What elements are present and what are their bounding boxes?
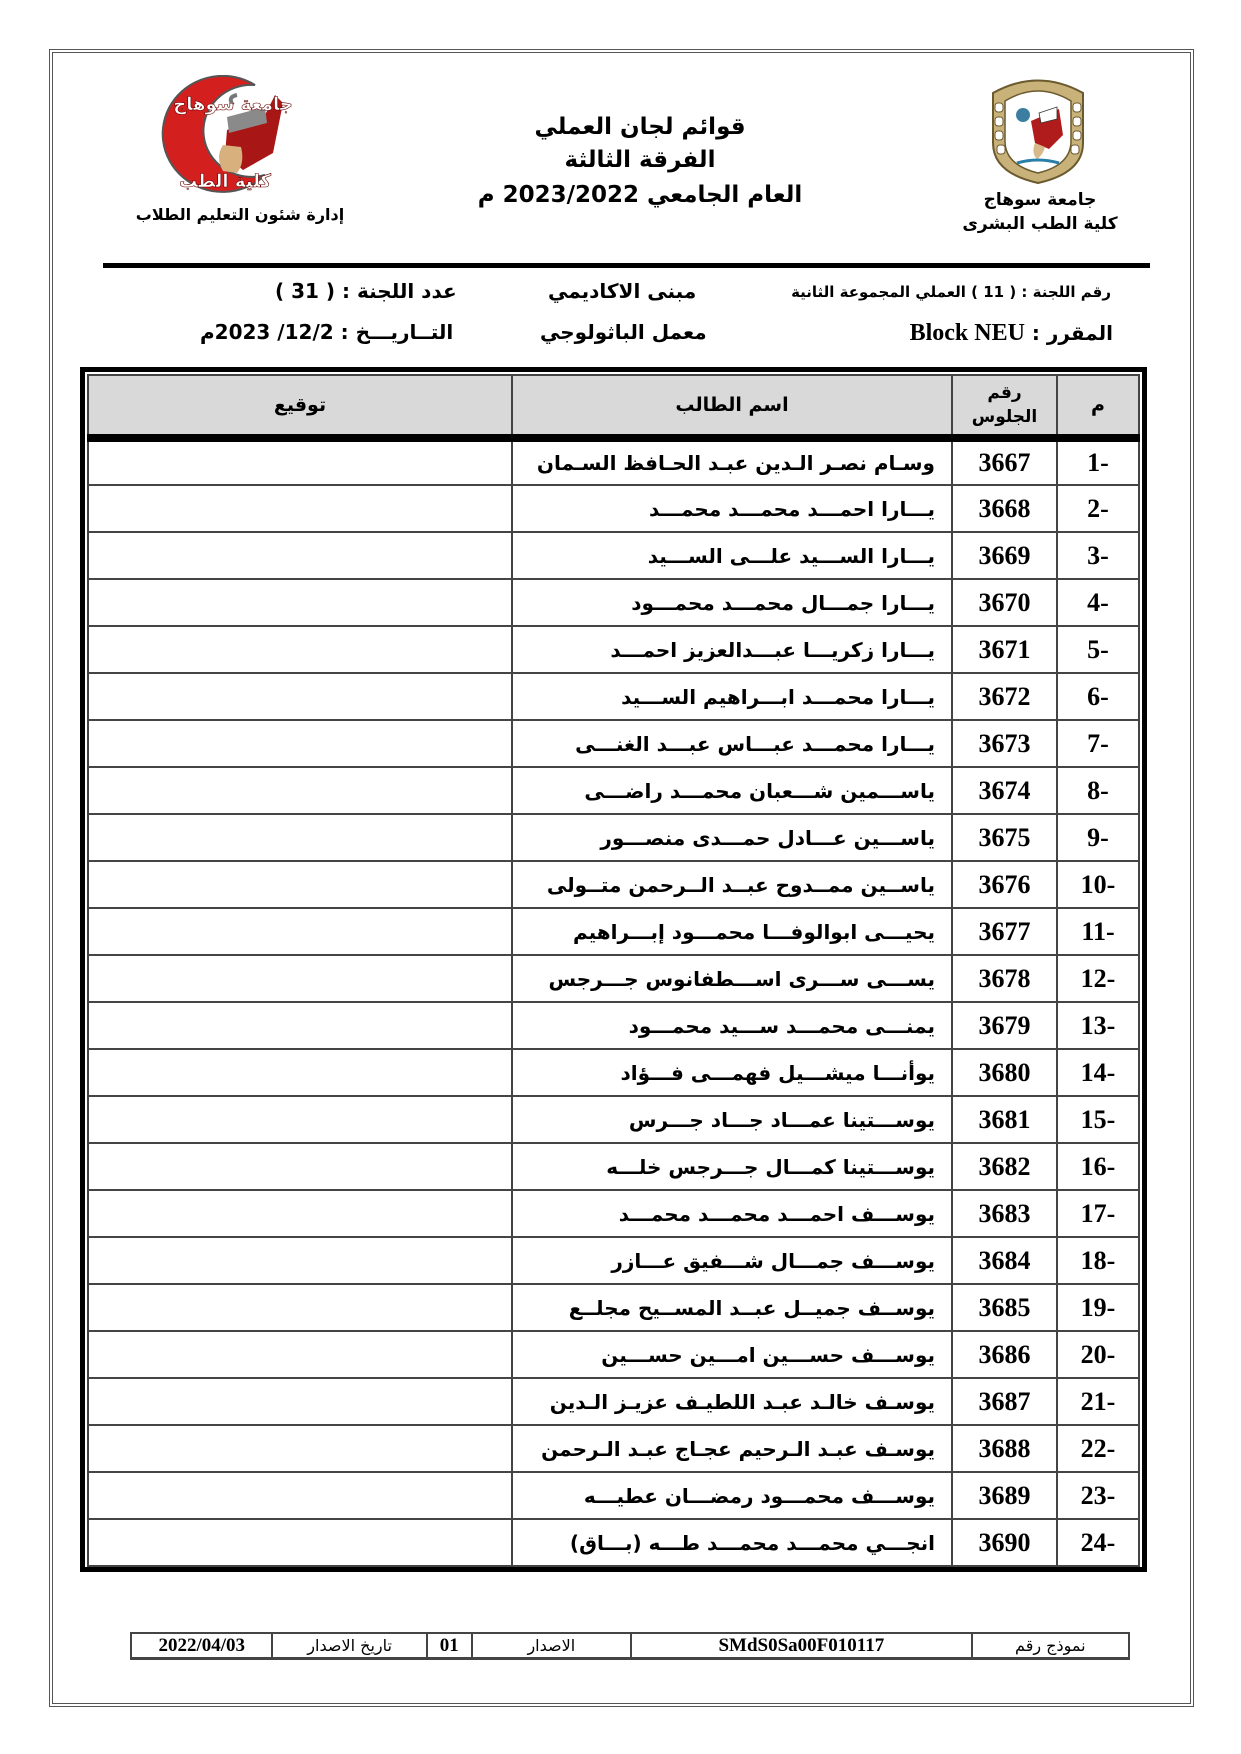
page-title [440, 110, 840, 214]
students-table [87, 374, 1140, 1567]
row-index: -5 [1057, 626, 1139, 673]
student-name: يوسـف خالـد عبـد اللطيـف عزيـز الـدين [512, 1378, 952, 1425]
table-row [88, 720, 1139, 767]
signature-cell[interactable] [88, 1378, 512, 1425]
seat-number: 3680 [952, 1049, 1057, 1096]
student-name: يوســـف احمـــد محمـــد محمـــد [512, 1190, 952, 1237]
svg-text:كلية الطب: كلية الطب [179, 171, 271, 192]
seat-number: 3682 [952, 1143, 1057, 1190]
row-index: -4 [1057, 579, 1139, 626]
university-faculty-name [940, 188, 1140, 236]
row-index: -10 [1057, 861, 1139, 908]
lab-name: معمل الباثولوجي [540, 320, 707, 344]
signature-cell[interactable] [88, 1237, 512, 1284]
signature-cell[interactable] [88, 626, 512, 673]
student-name: يوســـف حســـين امـــين حســـين [512, 1331, 952, 1378]
signature-cell[interactable] [88, 1284, 512, 1331]
student-name: ياســين ممــدوح عبــد الــرحمن متــولى [512, 861, 952, 908]
column-header-name: اسم الطالب [512, 375, 952, 438]
table-row [88, 1143, 1139, 1190]
table-row [88, 861, 1139, 908]
seat-number: 3669 [952, 532, 1057, 579]
table-row [88, 1096, 1139, 1143]
issue-date-label: تاريخ الاصدار [271, 1634, 425, 1657]
row-index: -14 [1057, 1049, 1139, 1096]
course [910, 320, 1113, 347]
student-name: يوســـف جمـــال شـــفيق عـــازر [512, 1237, 952, 1284]
table-row [88, 1472, 1139, 1519]
form-number-label: نموذج رقم [971, 1634, 1128, 1657]
signature-cell[interactable] [88, 1519, 512, 1566]
student-name: يوســف جميــل عبــد المســيح مجلــع [512, 1284, 952, 1331]
row-index: -23 [1057, 1472, 1139, 1519]
student-name: ياســـين عـــادل حمـــدى منصـــور [512, 814, 952, 861]
student-name: يـــارا محمـــد ابـــراهيم الســـيد [512, 673, 952, 720]
issue-date-value: 2022/04/03 [158, 1634, 245, 1656]
student-name: يوسـف عبـد الـرحيم عجـاج عبـد الـرحمن [512, 1425, 952, 1472]
title-line-2: الفرقة الثالثة [564, 147, 716, 173]
title-line-3: العام الجامعي 2023/2022 م [477, 182, 803, 208]
row-index: -11 [1057, 908, 1139, 955]
table-row [88, 1331, 1139, 1378]
committee-count: عدد اللجنة : ( 31 ) [275, 279, 457, 303]
form-footer [130, 1632, 1130, 1660]
table-row [88, 767, 1139, 814]
seat-number: 3689 [952, 1472, 1057, 1519]
faculty-of-medicine-logo-icon [115, 75, 315, 195]
row-index: -24 [1057, 1519, 1139, 1566]
seat-number: 3688 [952, 1425, 1057, 1472]
seat-number: 3675 [952, 814, 1057, 861]
table-row [88, 955, 1139, 1002]
table-row [88, 908, 1139, 955]
student-name: يمنـــى محمـــد ســـيد محمـــود [512, 1002, 952, 1049]
svg-text:جامعة سوهاج: جامعة سوهاج [173, 94, 293, 115]
student-name: يوســـف محمـــود رمضـــان عطيـــه [512, 1472, 952, 1519]
column-header-seat: رقم الجلوس [952, 375, 1057, 438]
table-row [88, 1237, 1139, 1284]
seat-number: 3672 [952, 673, 1057, 720]
version-value: 01 [426, 1634, 471, 1657]
seat-number: 3677 [952, 908, 1057, 955]
student-name: ياســـمين شـــعبان محمـــد راضـــى [512, 767, 952, 814]
student-name: يـــارا محمـــد عبـــاس عبـــد الغنـــى [512, 720, 952, 767]
table-row [88, 1519, 1139, 1566]
seat-number: 3668 [952, 485, 1057, 532]
table-row [88, 438, 1139, 485]
signature-cell[interactable] [88, 1002, 512, 1049]
student-name: يســـى ســـرى اســـطفانوس جـــرجس [512, 955, 952, 1002]
signature-cell[interactable] [88, 767, 512, 814]
signature-cell[interactable] [88, 579, 512, 626]
document-header [0, 0, 1241, 260]
row-index: -15 [1057, 1096, 1139, 1143]
students-table-frame [80, 367, 1147, 1572]
signature-cell[interactable] [88, 1472, 512, 1519]
seat-number: 3670 [952, 579, 1057, 626]
table-row [88, 673, 1139, 720]
exam-date: التــاريـــخ : 12/2/ 2023م [200, 320, 454, 344]
table-row [88, 532, 1139, 579]
row-index: -1 [1057, 438, 1139, 485]
version-label: الاصدار [471, 1634, 630, 1657]
row-index: -3 [1057, 532, 1139, 579]
faculty-name: كلية الطب البشرى [962, 214, 1118, 234]
student-name: يـــارا الســـيد علـــى الســـيد [512, 532, 952, 579]
seat-number: 3678 [952, 955, 1057, 1002]
seat-number: 3676 [952, 861, 1057, 908]
department-name: إدارة شئون التعليم الطلاب [135, 205, 345, 224]
row-index: -13 [1057, 1002, 1139, 1049]
row-index: -18 [1057, 1237, 1139, 1284]
signature-cell[interactable] [88, 1331, 512, 1378]
student-name: وسـام نصـر الـدين عبـد الحـافظ السـمان [512, 438, 952, 485]
course-label: المقرر : [1024, 321, 1113, 345]
signature-cell[interactable] [88, 1096, 512, 1143]
seat-number: 3673 [952, 720, 1057, 767]
signature-cell[interactable] [88, 955, 512, 1002]
course-value: Block NEU [909, 320, 1025, 346]
row-index: -16 [1057, 1143, 1139, 1190]
row-index: -17 [1057, 1190, 1139, 1237]
table-row [88, 1190, 1139, 1237]
column-header-index: م [1057, 375, 1139, 438]
signature-cell[interactable] [88, 673, 512, 720]
row-index: -8 [1057, 767, 1139, 814]
row-index: -22 [1057, 1425, 1139, 1472]
row-index: -7 [1057, 720, 1139, 767]
student-name: يـــارا جمـــال محمـــد محمـــود [512, 579, 952, 626]
student-name: يوأنـــا ميشـــيل فهمـــى فـــؤاد [512, 1049, 952, 1096]
building-name: مبنى الاكاديمي [548, 279, 697, 303]
seat-number: 3685 [952, 1284, 1057, 1331]
row-index: -2 [1057, 485, 1139, 532]
signature-cell[interactable] [88, 1049, 512, 1096]
student-name: يـــارا زكريـــا عبـــدالعزيز احمـــد [512, 626, 952, 673]
seat-number: 3681 [952, 1096, 1057, 1143]
table-row [88, 814, 1139, 861]
student-name: يوســـتينا عمـــاد جـــاد جـــرس [512, 1096, 952, 1143]
row-index: -19 [1057, 1284, 1139, 1331]
signature-cell[interactable] [88, 720, 512, 767]
seat-number: 3683 [952, 1190, 1057, 1237]
seat-number: 3684 [952, 1237, 1057, 1284]
table-row [88, 626, 1139, 673]
signature-cell[interactable] [88, 1425, 512, 1472]
seat-number: 3674 [952, 767, 1057, 814]
seat-number: 3686 [952, 1331, 1057, 1378]
row-index: -21 [1057, 1378, 1139, 1425]
signature-cell[interactable] [88, 438, 512, 485]
table-row [88, 1284, 1139, 1331]
sohag-university-seal-icon [983, 73, 1093, 185]
student-name: يحيـــى ابوالوفـــا محمـــود إبـــراهيم [512, 908, 952, 955]
row-index: -9 [1057, 814, 1139, 861]
row-index: -12 [1057, 955, 1139, 1002]
table-row [88, 485, 1139, 532]
student-name: يـــارا احمـــد محمـــد محمـــد [512, 485, 952, 532]
seat-number: 3671 [952, 626, 1057, 673]
table-row [88, 1002, 1139, 1049]
row-index: -6 [1057, 673, 1139, 720]
seat-number: 3687 [952, 1378, 1057, 1425]
table-header-row [88, 375, 1139, 438]
signature-cell[interactable] [88, 1190, 512, 1237]
signature-cell[interactable] [88, 532, 512, 579]
student-name: يوســـتينا كمـــال جـــرجس خلـــه [512, 1143, 952, 1190]
header-divider [103, 263, 1150, 268]
title-line-1: قوائم لجان العملي [534, 114, 746, 140]
signature-cell[interactable] [88, 908, 512, 955]
table-row [88, 1425, 1139, 1472]
seat-number: 3679 [952, 1002, 1057, 1049]
student-name: انجـــي محمـــد محمـــد طـــه (بـــاق) [512, 1519, 952, 1566]
column-header-signature: توقيع [88, 375, 512, 438]
signature-cell[interactable] [88, 485, 512, 532]
table-row [88, 579, 1139, 626]
table-row [88, 1049, 1139, 1096]
row-index: -20 [1057, 1331, 1139, 1378]
table-row [88, 1378, 1139, 1425]
seat-number: 3690 [952, 1519, 1057, 1566]
seat-number: 3667 [952, 438, 1057, 485]
signature-cell[interactable] [88, 1143, 512, 1190]
form-number-value: SMdS0Sa00F010117 [630, 1634, 971, 1657]
signature-cell[interactable] [88, 814, 512, 861]
signature-cell[interactable] [88, 861, 512, 908]
committee-number: رقم اللجنة : ( 11 ) العملي المجموعة الثانية [791, 283, 1111, 301]
university-name: جامعة سوهاج [983, 190, 1097, 210]
